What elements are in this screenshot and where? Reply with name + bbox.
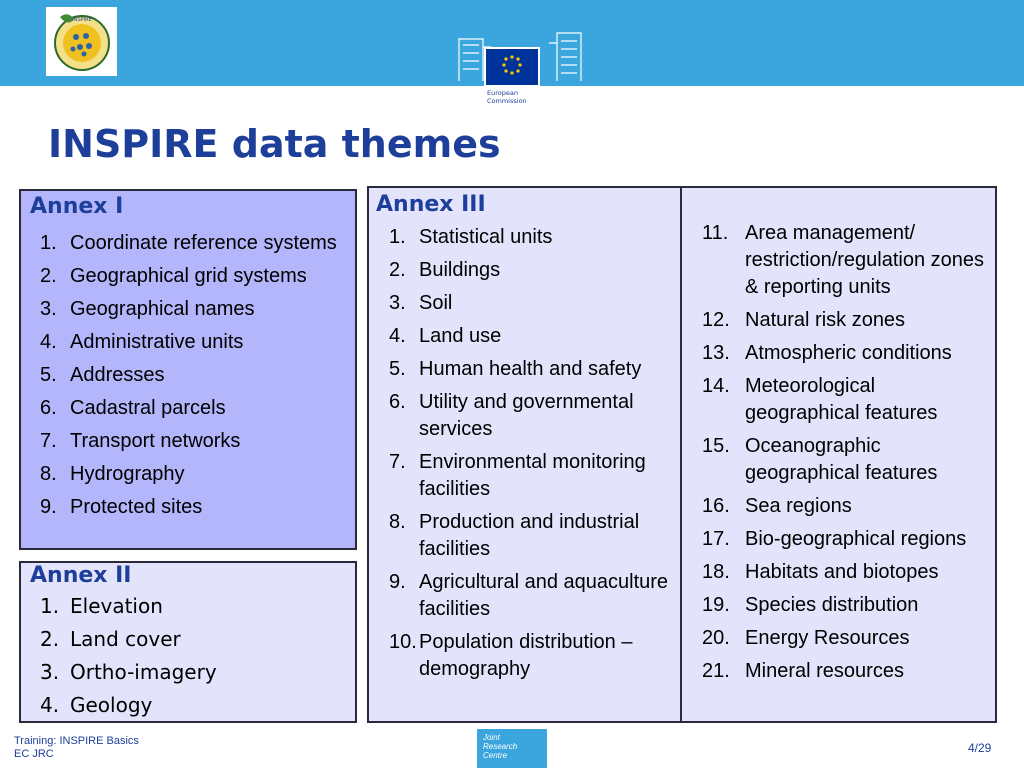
footer-credits <box>14 735 139 761</box>
list-item: 6. Utility and governmental services <box>389 391 634 440</box>
list-item: 2. Land cover <box>40 627 181 651</box>
list-item: 8. Production and industrial facilities <box>389 511 640 560</box>
list-item: 14. Meteorological geographical features <box>702 375 938 424</box>
list-item: 4. Administrative units <box>40 331 244 353</box>
page-title: INSPIRE data themes <box>48 122 501 166</box>
list-item: 10. Population distribution – demography <box>389 631 633 680</box>
list-item: 3. Soil <box>389 292 453 314</box>
list-item: 19. Species distribution <box>702 594 919 616</box>
inspire-logo <box>46 7 117 76</box>
list-item: 5. Human health and safety <box>389 358 642 380</box>
page-number: 4/29 <box>968 741 992 755</box>
footer-training: Training: INSPIRE Basics <box>14 735 139 747</box>
list-item: 11. Area management/ restriction/regulation zones & reporting units <box>702 222 985 298</box>
list-item: 12. Natural risk zones <box>702 309 906 331</box>
list-item: 21. Mineral resources <box>702 660 904 682</box>
annex-iii-list-right <box>702 220 994 691</box>
list-item: 8. Hydrography <box>40 463 185 485</box>
annex-ii-title: Annex II <box>30 563 132 588</box>
annex-iii-title: Annex III <box>376 192 486 217</box>
list-item: 20. Energy Resources <box>702 627 910 649</box>
list-item: 4. Land use <box>389 325 502 347</box>
list-item: 5. Addresses <box>40 364 165 386</box>
list-item: 3. Geographical names <box>40 298 255 320</box>
list-item: 3. Ortho-imagery <box>40 660 217 684</box>
list-item: 18. Habitats and biotopes <box>702 561 939 583</box>
list-item: 6. Cadastral parcels <box>40 397 226 419</box>
ec-logo-line1: European <box>487 89 518 97</box>
annex-iii-list-left <box>389 224 679 689</box>
list-item: 13. Atmospheric conditions <box>702 342 952 364</box>
list-item: 15. Oceanographic geographical features <box>702 435 938 484</box>
footer-org: EC JRC <box>14 748 54 760</box>
annex-i-list <box>40 230 345 527</box>
list-item: 9. Protected sites <box>40 496 203 518</box>
list-item: 2. Buildings <box>389 259 501 281</box>
svg-text:INSPIRE: INSPIRE <box>72 17 92 23</box>
annex-iii-divider <box>680 186 682 723</box>
list-item: 16. Sea regions <box>702 495 852 517</box>
ec-logo-line2: Commission <box>487 97 527 105</box>
list-item: 1. Statistical units <box>389 226 553 248</box>
annex-i-title: Annex I <box>30 194 124 219</box>
annex-ii-list <box>40 593 345 725</box>
list-item: 7. Environmental monitoring facilities <box>389 451 646 500</box>
list-item: 1. Elevation <box>40 594 163 618</box>
jrc-logo: Joint Research Centre <box>477 729 547 768</box>
list-item: 1. Coordinate reference systems <box>40 232 337 254</box>
list-item: 4. Geology <box>40 693 153 717</box>
list-item: 2. Geographical grid systems <box>40 265 307 287</box>
list-item: 7. Transport networks <box>40 430 241 452</box>
european-commission-logo <box>457 25 583 113</box>
list-item: 9. Agricultural and aquaculture facilities <box>389 571 669 620</box>
list-item: 17. Bio-geographical regions <box>702 528 967 550</box>
